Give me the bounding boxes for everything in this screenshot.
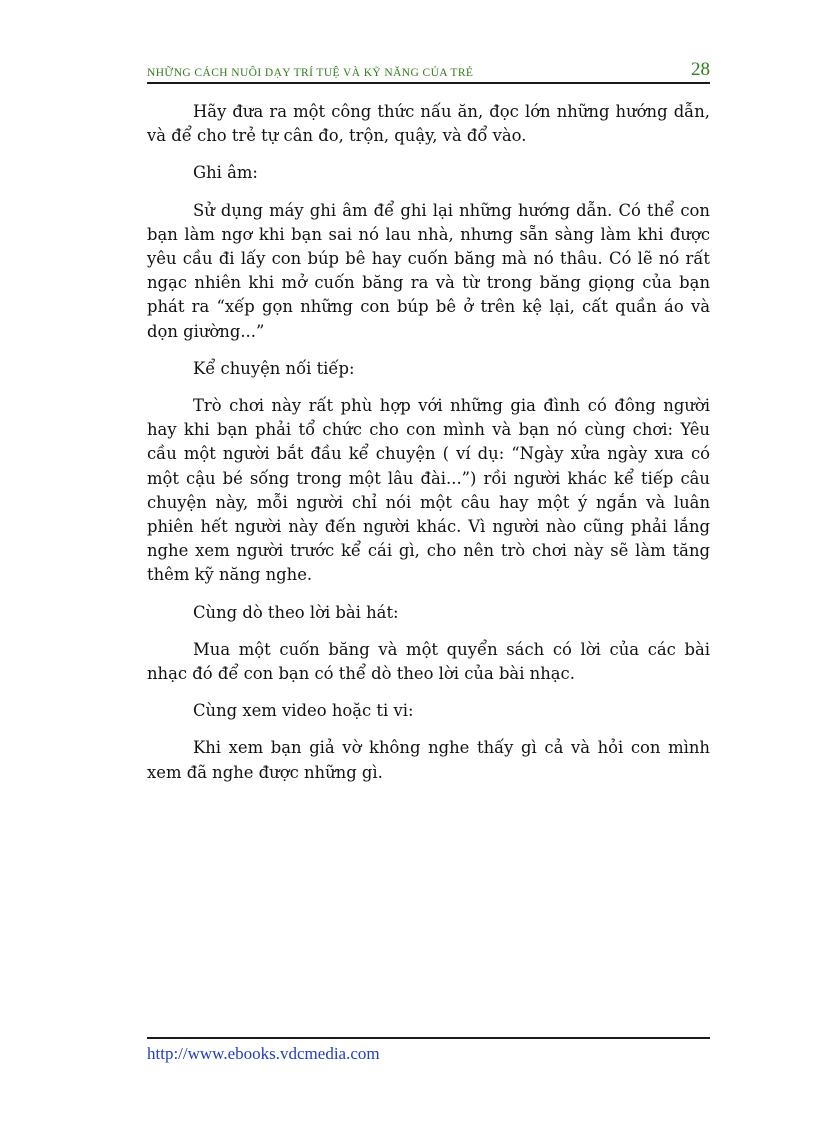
footer-website-link[interactable]: http://www.ebooks.vdcmedia.com <box>147 1044 380 1063</box>
paragraph-lyrics: Mua một cuốn băng và một quyển sách có lời của các bài nhạc đó để con bạn có thể dò theo lời của bài nhạc. <box>147 639 710 684</box>
page-header <box>147 58 710 84</box>
running-title: NHỮNG CÁCH NUÔI DẠY TRÍ TUỆ VÀ KỸ NĂNG CỦA TRẺ <box>147 67 474 79</box>
page-number: 28 <box>691 59 710 80</box>
paragraph-storytelling: Trò chơi này rất phù hợp với những gia đình có đông người hay khi bạn phải tổ chức cho con mình và bạn nó cùng chơi: Yêu cầu một người bắt đầu kể chuyện ( ví dụ: “Ngày xửa ngày xưa có một cậu bé sống trong một lâu đài...”) rồi người khác kể tiếp câu chuyện này, mỗi người chỉ nói một câu hay một ý ngắn và luân phiên hết người này đến người khác. Vì người nào cũng phải lắng nghe xem người trước kể cái gì, cho nên trò chơi này sẽ làm tăng thêm kỹ năng nghe. <box>147 396 710 585</box>
footer-divider <box>147 1037 710 1039</box>
paragraph-recording: Sử dụng máy ghi âm để ghi lại những hướng dẫn. Có thể con bạn làm ngơ khi bạn sai nó lau nhà, nhưng sẵn sàng làm khi được yêu cầu đi lấy con búp bê hay cuốn băng mà nó thâu. Có lẽ nó rất ngạc nhiên khi mở cuốn băng ra và từ trong băng giọng của bạn phát ra “xếp gọn những con búp bê ở trên kệ lại, cất quần áo và dọn giường...” <box>147 200 710 341</box>
section-heading-video: Cùng xem video hoặc ti vi: <box>193 701 414 721</box>
paragraph-recipe: Hãy đưa ra một công thức nấu ăn, đọc lớn những hướng dẫn, và để cho trẻ tự cân đo, trộn, quậy, và đổ vào. <box>147 102 710 146</box>
body-text <box>147 100 710 798</box>
section-heading-lyrics: Cùng dò theo lời bài hát: <box>193 602 399 622</box>
section-heading-storytelling: Kể chuyện nối tiếp: <box>193 358 355 378</box>
section-heading-recording: Ghi âm: <box>193 163 258 183</box>
paragraph-video: Khi xem bạn giả vờ không nghe thấy gì cả và hỏi con mình xem đã nghe được những gì. <box>147 738 710 782</box>
